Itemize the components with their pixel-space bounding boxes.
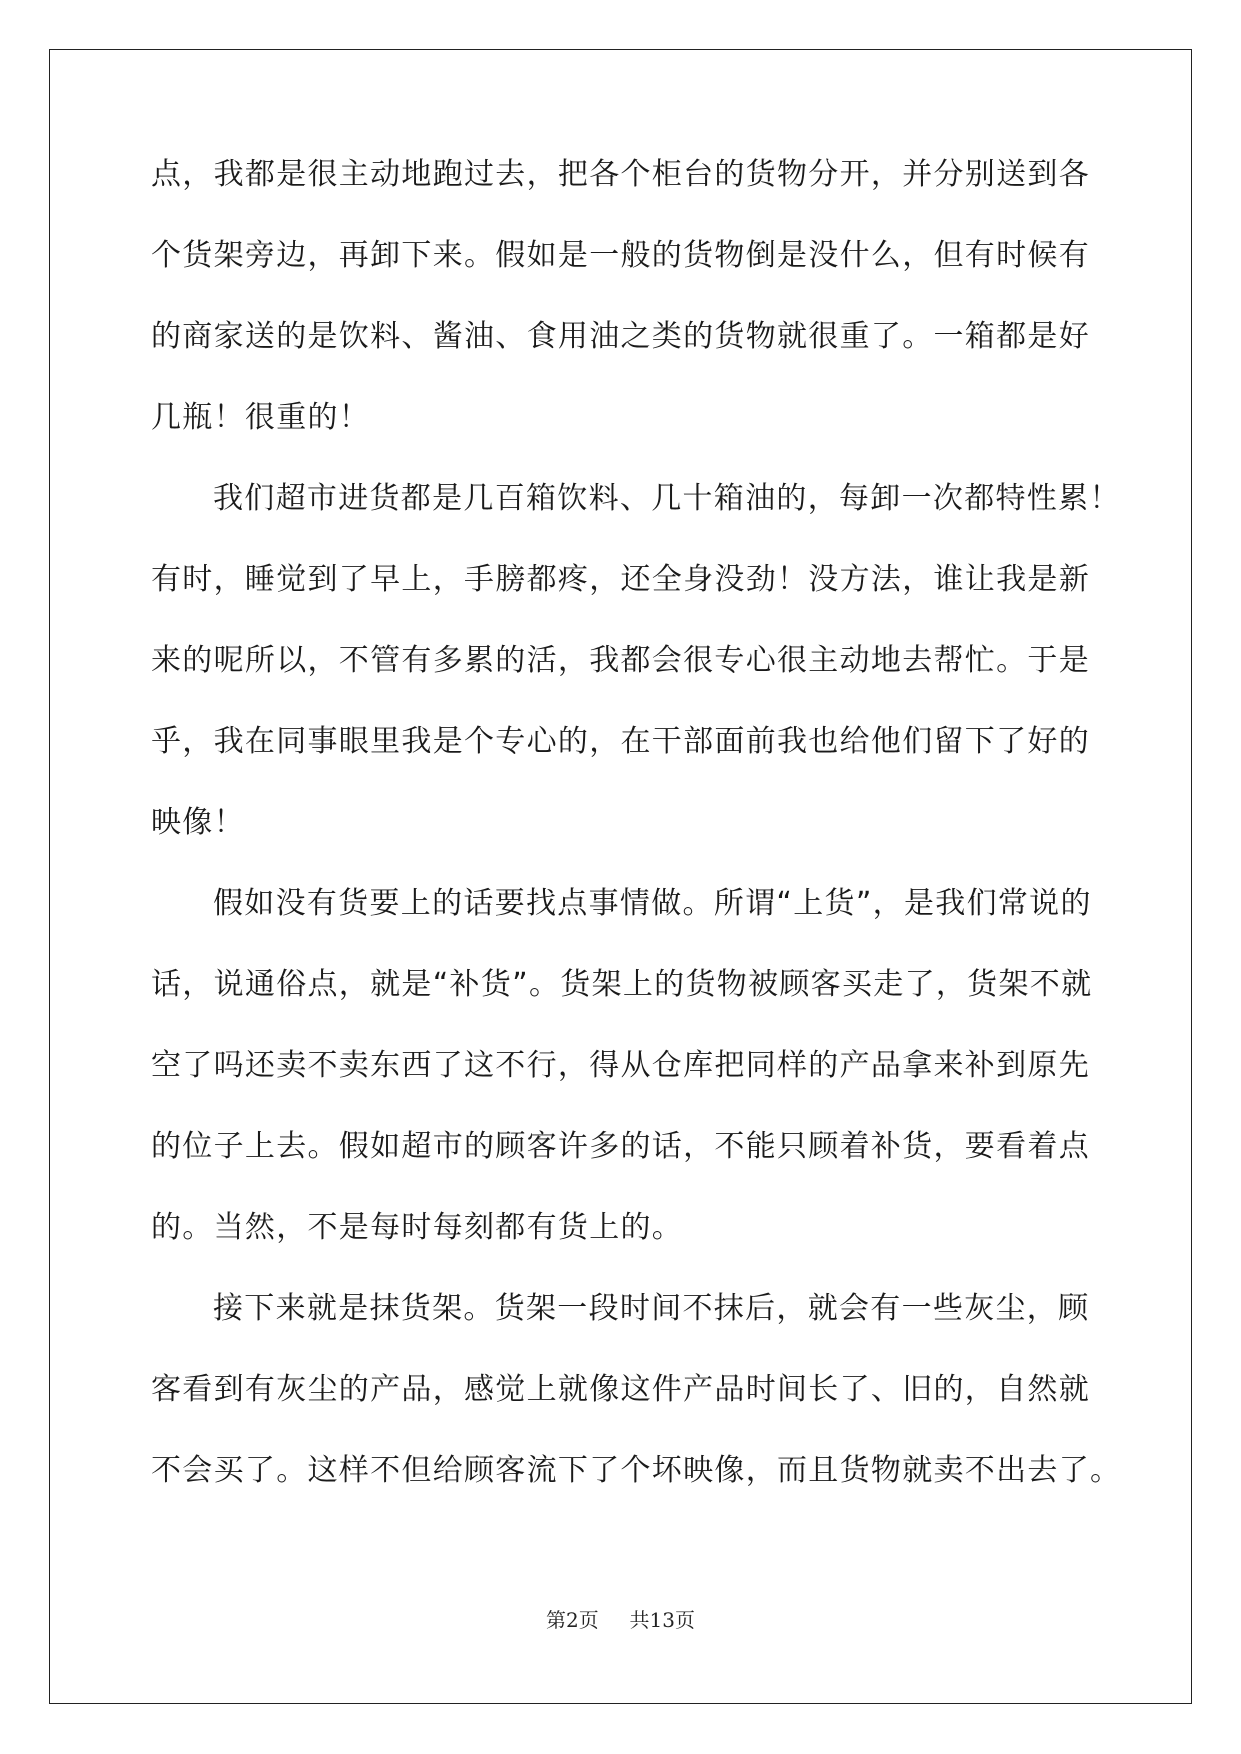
text-line: 的商家送的是饮料、酱油、食用油之类的货物就很重了。一箱都是好 (151, 319, 1090, 354)
text-line: 接下来就是抹货架。货架一段时间不抹后，就会有一些灰尘，顾 (213, 1291, 1090, 1326)
page-number: 第2页 (546, 1608, 599, 1632)
text-line: 点，我都是很主动地跑过去，把各个柜台的货物分开，并分别送到各 (151, 157, 1090, 192)
text-line: 几瓶！很重的！ (151, 400, 371, 435)
text-line: 映像！ (151, 805, 245, 840)
text-line: 我们超市进货都是几百箱饮料、几十箱油的，每卸一次都特性累！ (213, 481, 1121, 516)
text-line: 个货架旁边，再卸下来。假如是一般的货物倒是没什么，但有时候有 (151, 238, 1090, 273)
text-line: 话，说通俗点，就是“补货”。货架上的货物被顾客买走了，货架不就 (151, 967, 1093, 1002)
text-line: 来的呢所以，不管有多累的活，我都会很专心很主动地去帮忙。于是 (151, 643, 1090, 678)
page-footer (0, 1604, 1241, 1633)
text-line: 客看到有灰尘的产品，感觉上就像这件产品时间长了、旧的，自然就 (151, 1372, 1090, 1407)
text-line: 的。当然，不是每时每刻都有货上的。 (151, 1210, 684, 1245)
text-line: 空了吗还卖不卖东西了这不行，得从仓库把同样的产品拿来补到原先 (151, 1048, 1090, 1083)
text-line: 假如没有货要上的话要找点事情做。所谓“上货”，是我们常说的 (213, 886, 1092, 921)
text-line: 乎，我在同事眼里我是个专心的，在干部面前我也给他们留下了好的 (151, 724, 1090, 759)
text-line: 的位子上去。假如超市的顾客许多的话，不能只顾着补货，要看着点 (151, 1129, 1090, 1164)
document-body (151, 155, 1122, 1532)
page-total: 共13页 (629, 1608, 695, 1632)
text-line: 有时，睡觉到了早上，手膀都疼，还全身没劲！没方法，谁让我是新 (151, 562, 1090, 597)
text-line: 不会买了。这样不但给顾客流下了个坏映像，而且货物就卖不出去了。 (151, 1453, 1122, 1488)
